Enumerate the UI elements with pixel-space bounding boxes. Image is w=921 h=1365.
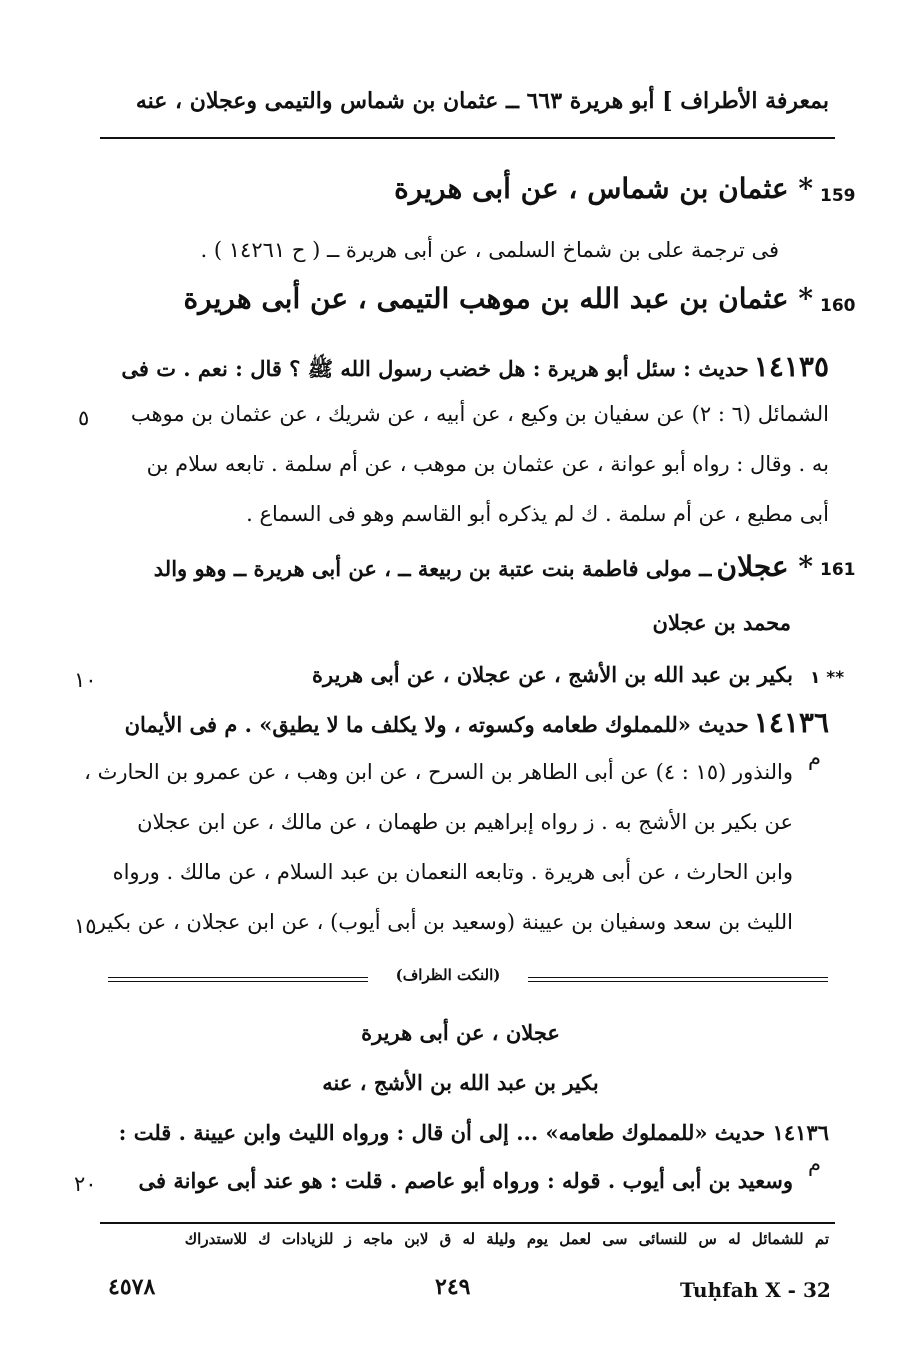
nukat-line-2: وسعيد بن أبى أيوب . قوله : ورواه أبو عاصم . قلت : هو عند أبى عوانة فى bbox=[138, 1168, 793, 1193]
margin-siglum: م bbox=[808, 1152, 822, 1176]
page-number: ٢٤٩ bbox=[435, 1274, 471, 1300]
sub-entry-title: بكير بن عبد الله بن الأشج ، عن عجلان ، عن أبى هريرة bbox=[312, 662, 793, 687]
hadith-14135-line-3: به . وقال : رواه أبو عوانة ، عن عثمان بن موهب ، عن أم سلمة . تابعه سلام بن bbox=[146, 452, 829, 476]
entry-number-161: 161 bbox=[820, 560, 856, 580]
header-rule bbox=[100, 137, 835, 139]
entry-line-161: محمد بن عجلان bbox=[652, 610, 791, 635]
hadith-number: ١٤١٣٥ bbox=[753, 350, 829, 383]
hadith-14135-line-2: الشمائل (٦ : ٢) عن سفيان بن وكيع ، عن أبيه ، عن شريك ، عن عثمان بن موهب bbox=[130, 402, 829, 426]
hadith-14136-line-4: وابن الحارث ، عن أبى هريرة . وتابعه النعمان بن عبد السلام ، عن مالك . ورواه bbox=[112, 860, 793, 884]
entry-title-160: * عثمان بن عبد الله بن موهب التيمى ، عن أبى هريرة bbox=[183, 282, 813, 315]
margin-line-number: ٥ bbox=[78, 406, 90, 430]
nukat-heading-1: عجلان ، عن أبى هريرة bbox=[361, 1020, 560, 1045]
running-header: بمعرفة الأطراف ] أبو هريرة ٦٦٣ ــ عثمان بن شماس والتيمى وعجلان ، عنه bbox=[135, 88, 829, 114]
divider-line-right-bottom bbox=[528, 981, 828, 982]
hadith-14136-line-1 bbox=[89, 706, 829, 739]
divider-label: (النكت الظراف) bbox=[395, 966, 501, 984]
hadith-text: حديث : سئل أبو هريرة : هل خضب رسول الله ﷺ ؟ قال : نعم . ت فى bbox=[121, 356, 749, 381]
abbreviations: تم للشمائل له س للنسائى سى لعمل يوم وليلة له ق لابن ماجه ز للزيادات ك للاستدراك bbox=[184, 1230, 829, 1248]
entry-title-161 bbox=[93, 550, 813, 583]
nukat-line-1: ١٤١٣٦ حديث «للمملوك طعامه» ... إلى أن قال : ورواه الليث وابن عيينة . قلت : bbox=[118, 1120, 829, 1145]
hadith-text: حديث «للمملوك طعامه وكسوته ، ولا يكلف ما لا يطيق» . م فى الأيمان bbox=[124, 712, 749, 737]
footer-volume-ref: Tuḥfah X - 32 bbox=[680, 1278, 831, 1302]
entry-title-name: * عجلان bbox=[716, 550, 813, 583]
hadith-14136-line-3: عن بكير بن الأشج به . ز رواه إبراهيم بن طهمان ، عن مالك ، عن ابن عجلان bbox=[137, 810, 793, 834]
hadith-14136-line-2: والنذور (١٥ : ٤) عن أبى الطاهر بن السرح ، عن ابن وهب ، عن عمرو بن الحارث ، bbox=[84, 760, 793, 784]
footer-rule bbox=[100, 1222, 835, 1224]
hadith-14135-line-1 bbox=[89, 350, 829, 387]
hadith-14135-line-4: أبى مطيع ، عن أم سلمة . ك لم يذكره أبو القاسم وهو فى السماع . bbox=[246, 502, 829, 526]
entry-title-rest: ــ مولى فاطمة بنت عتبة بن ربيعة ــ ، عن أبى هريرة ــ وهو والد bbox=[153, 556, 712, 581]
entry-number-160: 160 bbox=[820, 296, 856, 316]
footer-code: ٤٥٧٨ bbox=[108, 1274, 156, 1300]
nukat-heading-2: بكير بن عبد الله بن الأشج ، عنه bbox=[322, 1070, 599, 1095]
entry-title-159: * عثمان بن شماس ، عن أبى هريرة bbox=[394, 172, 813, 205]
divider-line-right-top bbox=[528, 977, 828, 978]
margin-siglum: م bbox=[808, 746, 822, 770]
entry-number-159: 159 bbox=[820, 186, 856, 206]
hadith-number: ١٤١٣٦ bbox=[753, 706, 829, 739]
margin-line-number: ١٥ bbox=[74, 914, 97, 938]
margin-line-number: ١٠ bbox=[74, 668, 97, 692]
divider-line-left-bottom bbox=[108, 981, 368, 982]
sub-entry-number: ١ ‎** bbox=[810, 668, 845, 688]
entry-line-159: فى ترجمة على بن شماخ السلمى ، عن أبى هريرة ــ ( ح ١٤٢٦١ ) . bbox=[200, 238, 779, 262]
hadith-14136-line-5: الليث بن سعد وسفيان بن عيينة (وسعيد بن أبى أيوب) ، عن ابن عجلان ، عن بكير bbox=[95, 910, 793, 934]
margin-line-number: ٢٠ bbox=[74, 1172, 97, 1196]
divider-line-left-top bbox=[108, 977, 368, 978]
